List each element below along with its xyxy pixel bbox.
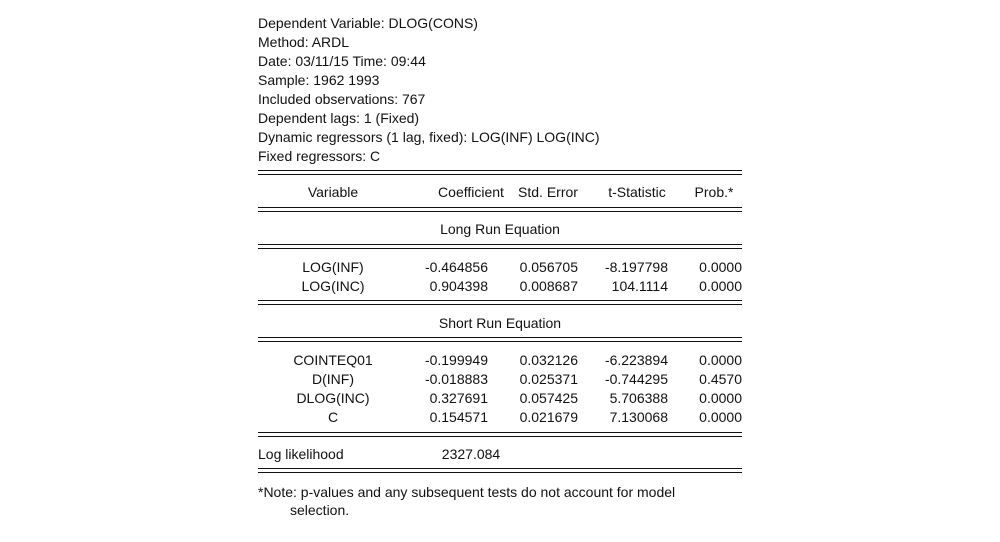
log-likelihood-label: Log likelihood bbox=[258, 446, 344, 462]
long-run-title: Long Run Equation bbox=[440, 221, 560, 237]
short-run-coefficient: 0.154571 bbox=[429, 409, 488, 425]
rule-long-run-2 bbox=[258, 248, 742, 249]
rule-bottom-1 bbox=[258, 468, 742, 469]
rule-short-run-top-2 bbox=[258, 304, 742, 305]
rule-header-2 bbox=[258, 211, 742, 212]
long-run-coefficient: -0.464856 bbox=[424, 259, 488, 275]
header-included-observations: Included observations: 767 bbox=[258, 91, 426, 107]
footnote-line-2: selection. bbox=[290, 502, 350, 518]
rule-header-1 bbox=[258, 207, 742, 208]
short-run-std-error: 0.025371 bbox=[519, 371, 578, 387]
rule-top-2 bbox=[258, 174, 742, 175]
long-run-std-error: 0.056705 bbox=[519, 259, 578, 275]
short-run-prob: 0.0000 bbox=[699, 409, 742, 425]
short-run-title: Short Run Equation bbox=[438, 315, 562, 331]
short-run-coefficient: 0.327691 bbox=[429, 390, 488, 406]
short-run-coefficient: -0.199949 bbox=[424, 352, 488, 368]
long-run-std-error: 0.008687 bbox=[519, 278, 578, 294]
column-header-std-error: Std. Error bbox=[518, 184, 578, 200]
column-header-t-statistic: t-Statistic bbox=[608, 184, 666, 200]
header-sample: Sample: 1962 1993 bbox=[258, 72, 380, 88]
short-run-variable: C bbox=[327, 409, 339, 425]
long-run-prob: 0.0000 bbox=[699, 259, 742, 275]
column-header-prob: Prob.* bbox=[694, 184, 734, 200]
short-run-variable: D(INF) bbox=[312, 371, 354, 387]
short-run-coefficient: -0.018883 bbox=[424, 371, 488, 387]
short-run-variable: DLOG(INC) bbox=[296, 390, 370, 406]
column-header-coefficient: Coefficient bbox=[438, 184, 504, 200]
short-run-t-statistic: 7.130068 bbox=[609, 409, 668, 425]
header-dependent-lags: Dependent lags: 1 (Fixed) bbox=[258, 110, 420, 126]
long-run-variable: LOG(INC) bbox=[301, 278, 365, 294]
long-run-t-statistic: -8.197798 bbox=[604, 259, 668, 275]
long-run-prob: 0.0000 bbox=[699, 278, 742, 294]
header-date-time: Date: 03/11/15 Time: 09:44 bbox=[258, 53, 426, 69]
short-run-std-error: 0.021679 bbox=[519, 409, 578, 425]
header-fixed-regressors: Fixed regressors: C bbox=[258, 148, 381, 164]
short-run-t-statistic: 5.706388 bbox=[609, 390, 668, 406]
short-run-prob: 0.4570 bbox=[699, 371, 742, 387]
rule-loglik-top-2 bbox=[258, 436, 742, 437]
rule-short-run-2 bbox=[258, 341, 742, 342]
rule-top-1 bbox=[258, 170, 742, 171]
short-run-std-error: 0.032126 bbox=[519, 352, 578, 368]
header-method: Method: ARDL bbox=[258, 34, 350, 50]
header-dependent-variable: Dependent Variable: DLOG(CONS) bbox=[258, 15, 478, 31]
rule-loglik-top-1 bbox=[258, 432, 742, 433]
short-run-variable: COINTEQ01 bbox=[293, 352, 373, 368]
rule-long-run-1 bbox=[258, 244, 742, 245]
short-run-t-statistic: -0.744295 bbox=[604, 371, 668, 387]
header-dynamic-regressors: Dynamic regressors (1 lag, fixed): LOG(INF) LOG(INC) bbox=[258, 129, 600, 145]
short-run-prob: 0.0000 bbox=[699, 390, 742, 406]
footnote-line-1: *Note: p-values and any subsequent tests do not account for model bbox=[258, 484, 676, 500]
short-run-std-error: 0.057425 bbox=[519, 390, 578, 406]
long-run-t-statistic: 104.1114 bbox=[611, 278, 668, 294]
long-run-coefficient: 0.904398 bbox=[429, 278, 488, 294]
rule-short-run-1 bbox=[258, 337, 742, 338]
long-run-variable: LOG(INF) bbox=[302, 259, 364, 275]
column-header-variable: Variable bbox=[307, 184, 359, 200]
short-run-prob: 0.0000 bbox=[699, 352, 742, 368]
short-run-t-statistic: -6.223894 bbox=[604, 352, 668, 368]
log-likelihood-value: 2327.084 bbox=[441, 446, 501, 462]
rule-short-run-top-1 bbox=[258, 300, 742, 301]
rule-bottom-2 bbox=[258, 472, 742, 473]
